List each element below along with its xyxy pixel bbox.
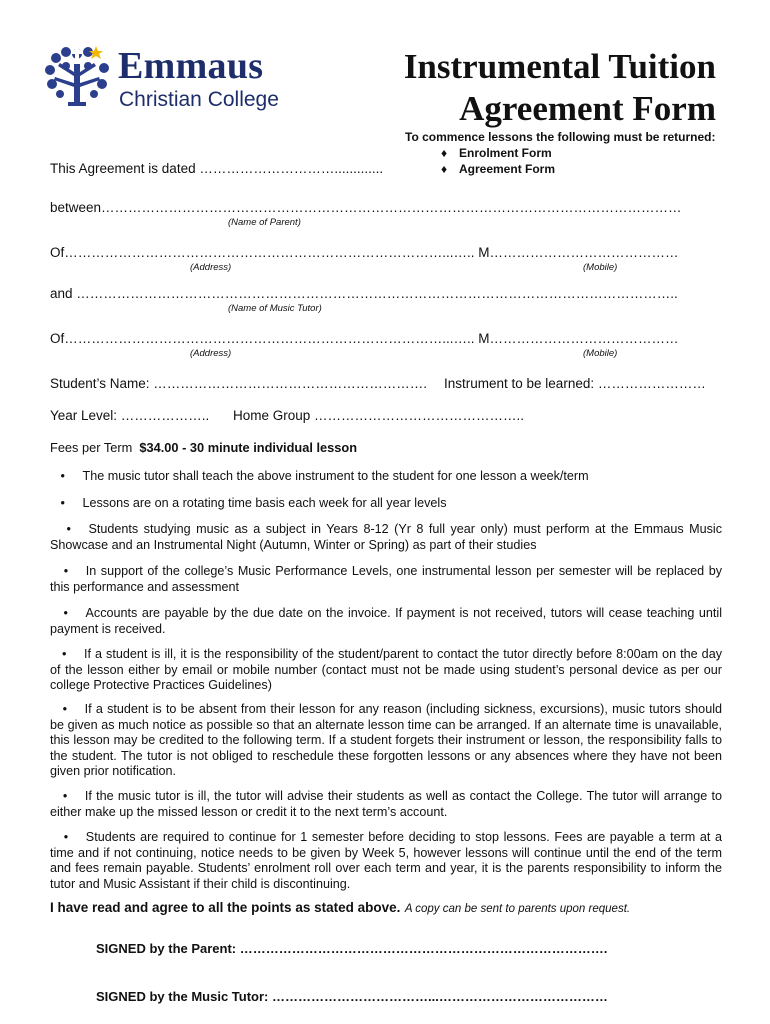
parent-name-caption: (Name of Parent): [228, 217, 301, 228]
diamond-bullet-icon: ♦: [441, 162, 448, 176]
student-name-field[interactable]: Student’s Name: …………………………………………………….: [50, 376, 428, 391]
requirements-heading: To commence lessons the following must be returned:: [405, 130, 716, 144]
agreement-date-field[interactable]: This Agreement is dated ………………………….............: [50, 161, 384, 176]
bullet-icon: •: [62, 702, 68, 716]
list-item: • Students studying music as a subject in Years 8-12 (Yr 8 full year only) must perform at the Emmaus Music Showcase and an Instrumental Night (Autumn, Winter or Spring) as part of their studies: [50, 522, 722, 552]
address-caption: (Address): [190, 262, 232, 273]
list-item: • If a student is ill, it is the responsibility of the student/parent to contact the tutor directly before 8:00am on the day of the lesson either by email or mobile number (contact must not be made using student’s personal device as per our college Protective Practices Guidelines): [50, 647, 722, 693]
title-line-2: Agreement Form: [459, 89, 716, 128]
parent-signature-field[interactable]: SIGNED by the Parent: ………………………………………………………………………….: [96, 941, 608, 956]
tutor-name-caption: (Name of Music Tutor): [228, 303, 322, 314]
bullet-icon: •: [62, 789, 68, 803]
fees-value: $34.00 - 30 minute individual lesson: [139, 440, 358, 455]
agreement-statement: [50, 899, 630, 917]
bullet-icon: •: [60, 469, 65, 483]
form-title: [404, 46, 716, 130]
tutor-name-field[interactable]: and ……………………………………………………………………………………………………………………..: [50, 286, 678, 301]
tutor-signature-field[interactable]: SIGNED by the Music Tutor: ………………………………...…………………………………: [96, 989, 608, 1004]
list-item: • Lessons are on a rotating time basis each week for all year levels: [60, 496, 447, 510]
bullet-icon: •: [63, 564, 69, 578]
home-group-field[interactable]: Home Group ………………………………………..: [233, 408, 525, 423]
list-item: • The music tutor shall teach the above instrument to the student for one lesson a week/term: [60, 469, 589, 483]
requirement-item: ♦ Agreement Form: [441, 162, 556, 176]
title-line-1: Instrumental Tuition: [403, 47, 716, 86]
list-item: • If a student is to be absent from their lesson for any reason (including sickness, excursions), music tutors should be given as much notice as possible so that an alternate lesson time can be arranged. If an alternate time is unavailable, this lesson may be credited to the following term. If a student forgets their instrument or lesson, the responsibility falls to the student. The tutor is not obliged to reschedule these forgotten lessons or any absences where they have not been given prior notification.: [50, 702, 722, 779]
instrument-field[interactable]: Instrument to be learned: ……………………: [444, 376, 706, 391]
bullet-icon: •: [66, 522, 71, 536]
logo-name: Emmaus: [118, 45, 264, 87]
bullet-icon: •: [63, 830, 69, 844]
list-item: • If the music tutor is ill, the tutor will advise their students as well as contact the College. The tutor will arrange to either make up the missed lesson or credit it to the next term’s account.: [50, 789, 722, 819]
agreement-text: I have read and agree to all the points as stated above.: [50, 900, 401, 915]
requirements-box: [405, 129, 716, 177]
list-item: • Accounts are payable by the due date on the invoice. If payment is not received, tutors will cease teaching until payment is received.: [50, 606, 722, 636]
address-caption: (Address): [190, 348, 232, 359]
tree-emblem-icon: [44, 44, 110, 114]
diamond-bullet-icon: ♦: [441, 146, 448, 160]
bullet-icon: •: [63, 606, 68, 620]
list-item: • Students are required to continue for 1 semester before deciding to stop lessons. Fees are payable a term at a time and if not continuing, notice needs to be given by Week 5, however lessons will continue until the end of the term and fees remain payable. Students’ enrolment roll over each term and year, it is the parents responsibility to inform the tutor and Music Assistant if their child is discontinuing.: [50, 830, 722, 891]
parent-name-field[interactable]: between…………………………………………………………………………………………………………………: [50, 200, 682, 215]
logo-subtitle: Christian College: [119, 88, 279, 111]
fees-line: [50, 440, 357, 455]
year-level-field[interactable]: Year Level: ………………..: [50, 408, 210, 423]
copy-note: A copy can be sent to parents upon request.: [404, 903, 631, 915]
bullet-icon: •: [62, 647, 67, 661]
star-icon: [89, 46, 103, 59]
requirement-item: ♦ Enrolment Form: [441, 146, 552, 160]
parent-address-mobile-field[interactable]: Of…………………………………………………………………………...….. M……………………………………: [50, 245, 679, 260]
fees-label: Fees per Term: [50, 440, 133, 455]
mobile-caption: (Mobile): [583, 262, 618, 273]
bullet-icon: •: [60, 496, 65, 510]
tutor-address-mobile-field[interactable]: Of…………………………………………………………………………...….. M……………………………………: [50, 331, 679, 346]
college-logo: [44, 44, 284, 114]
list-item: • In support of the college’s Music Performance Levels, one instrumental lesson per semester will be replaced by this performance and assessment: [50, 564, 722, 594]
mobile-caption: (Mobile): [583, 348, 618, 359]
